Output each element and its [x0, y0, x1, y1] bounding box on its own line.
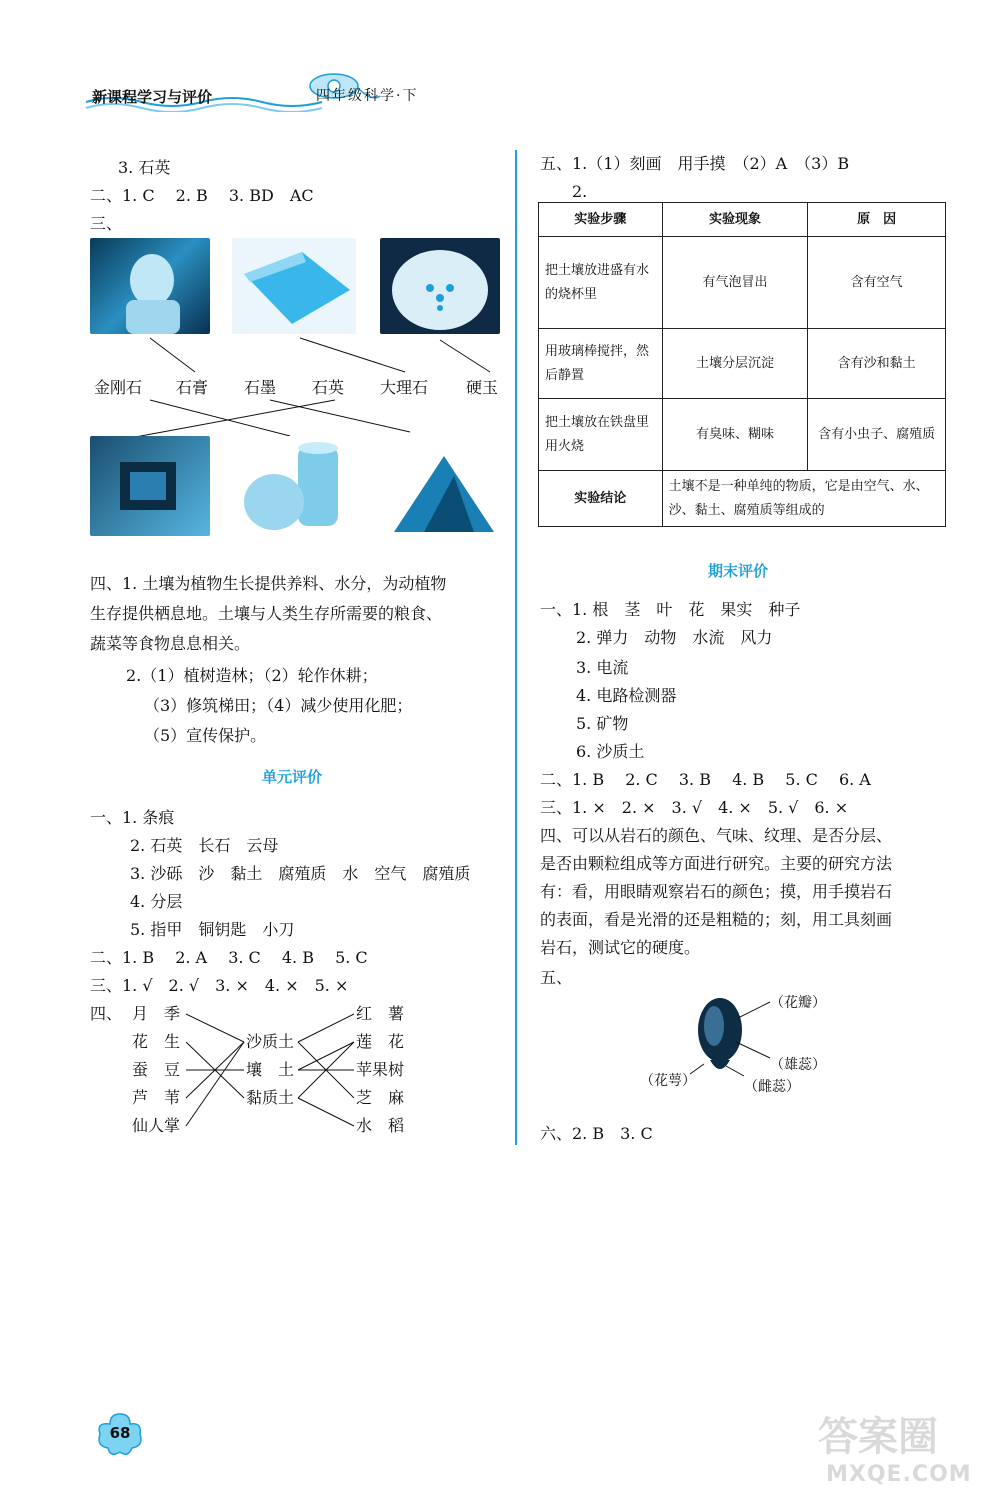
- plant-soil-match-lines: [0, 0, 520, 1150]
- table-cell: 有气泡冒出: [662, 237, 808, 329]
- answer-line: （3）修筑梯田；（4）减少使用化肥；: [144, 696, 413, 715]
- plant-label: 红 薯: [356, 1004, 405, 1023]
- soil-label: 壤 土: [246, 1060, 295, 1079]
- answer-line: 6. 沙质土: [576, 742, 645, 761]
- mineral-label: 石英: [312, 378, 345, 397]
- plant-label: 仙人掌: [132, 1116, 181, 1135]
- soil-label: 沙质土: [246, 1032, 295, 1051]
- page-number: 68: [109, 1424, 131, 1442]
- answer-line: （5）宣传保护。: [144, 726, 267, 745]
- table-cell: 含有小虫子、腐殖质: [808, 399, 946, 471]
- answer-line: 一、1. 根 茎 叶 花 果实 种子: [540, 600, 801, 619]
- answer-line: 生存提供栖息地。土壤与人类生存所需要的粮食、: [90, 604, 443, 623]
- header-grade: 四年级科学·下: [316, 88, 419, 104]
- watermark-en: MXQE.COM: [826, 1462, 972, 1487]
- flower-label-petal: （花瓣）: [770, 995, 826, 1011]
- table-header: 实验现象: [662, 203, 808, 237]
- table-row: [539, 399, 946, 471]
- answer-line: 5. 指甲 铜钥匙 小刀: [130, 920, 295, 939]
- table-cell: 实验结论: [539, 471, 663, 527]
- answer-line: 2. 石英 长石 云母: [130, 836, 279, 855]
- answer-line: 四、可以从岩石的颜色、气味、纹理、是否分层、: [540, 826, 893, 845]
- table-row: [539, 329, 946, 399]
- table-cell: 含有沙和黏土: [808, 329, 946, 399]
- answer-line: 五、: [540, 968, 573, 987]
- plant-label: 莲 花: [356, 1032, 405, 1051]
- table-cell: 把土壤放在铁盘里用火烧: [539, 399, 663, 471]
- section-title-unit: 单元评价: [262, 768, 323, 786]
- answer-line: 岩石，测试它的硬度。: [540, 938, 701, 957]
- answer-line: 4. 电路检测器: [576, 686, 677, 705]
- flower-label-sepal: （花萼）: [640, 1073, 696, 1089]
- flower-label-stamen: （雄蕊）: [770, 1057, 826, 1073]
- mineral-label: 石膏: [176, 378, 209, 397]
- answer-line: 三、1. × 2. × 3. √ 4. × 5. √ 6. ×: [540, 798, 849, 817]
- answer-line: 是否由颗粒组成等方面进行研究。主要的研究方法: [540, 854, 893, 873]
- table-header: 原 因: [808, 203, 946, 237]
- table-header: 实验步骤: [539, 203, 663, 237]
- answer-line: 2. 弹力 动物 水流 风力: [576, 628, 773, 647]
- answer-line: 3. 电流: [576, 658, 629, 677]
- mineral-label: 石墨: [244, 378, 277, 397]
- table-cell: 土壤分层沉淀: [662, 329, 808, 399]
- table-row: [539, 471, 946, 527]
- page-number-badge: [94, 1410, 146, 1458]
- mineral-label: 金刚石: [94, 378, 143, 397]
- mineral-label: 硬玉: [466, 378, 499, 397]
- answer-line: 五、1.（1）刻画 用手摸 （2）A （3）B: [540, 154, 850, 173]
- table-cell: 有臭味、糊味: [662, 399, 808, 471]
- header-title: 新课程学习与评价: [92, 88, 213, 106]
- table-cell: 用玻璃棒搅拌，然后静置: [539, 329, 663, 399]
- plant-label: 花 生: [132, 1032, 181, 1051]
- answer-line: 四、: [90, 1004, 123, 1023]
- answer-line: 六、2. B 3. C: [540, 1124, 653, 1143]
- plant-label: 芝 麻: [356, 1088, 405, 1107]
- flower-label-pistil: （雌蕊）: [744, 1079, 800, 1095]
- mineral-label: 大理石: [380, 378, 429, 397]
- answer-line: 的表面，看是光滑的还是粗糙的；刻，用工具刻画: [540, 910, 893, 929]
- experiment-table: [538, 202, 946, 527]
- answer-line: 三、1. √ 2. √ 3. × 4. × 5. ×: [90, 976, 349, 995]
- answer-line: 二、1. B 2. A 3. C 4. B 5. C: [90, 948, 368, 967]
- answer-line: 4. 分层: [130, 892, 183, 911]
- table-cell: 土壤不是一种单纯的物质，它是由空气、水、沙、黏土、腐殖质等组成的: [662, 471, 945, 527]
- table-cell: 含有空气: [808, 237, 946, 329]
- plant-label: 蚕 豆: [132, 1060, 181, 1079]
- table-row: [539, 237, 946, 329]
- section-title-final: 期末评价: [708, 562, 769, 580]
- answer-line: 三、: [90, 214, 123, 233]
- answer-line: 四、1. 土壤为植物生长提供养料、水分，为动植物: [90, 574, 447, 593]
- plant-label: 苹果树: [356, 1060, 405, 1079]
- answer-line: 3. 石英: [118, 158, 171, 177]
- answer-line: 一、1. 条痕: [90, 808, 175, 827]
- table-cell: 把土壤放进盛有水的烧杯里: [539, 237, 663, 329]
- answer-line: 2.: [572, 182, 588, 201]
- answer-line: 二、1. B 2. C 3. B 4. B 5. C 6. A: [540, 770, 871, 789]
- plant-label: 月 季: [132, 1004, 181, 1023]
- plant-label: 芦 苇: [132, 1088, 181, 1107]
- answer-line: 蔬菜等食物息息相关。: [90, 634, 251, 653]
- answer-line: 2.（1）植树造林；（2）轮作休耕；: [126, 666, 378, 685]
- watermark-cn: 答案圈: [818, 1414, 938, 1460]
- answer-line: 3. 沙砾 沙 黏土 腐殖质 水 空气 腐殖质: [130, 864, 471, 883]
- answer-line: 二、1. C 2. B 3. BD AC: [90, 186, 314, 205]
- answer-line: 有：看，用眼睛观察岩石的颜色；摸，用手摸岩石: [540, 882, 893, 901]
- plant-label: 水 稻: [356, 1116, 405, 1135]
- soil-label: 黏质土: [246, 1088, 295, 1107]
- answer-line: 5. 矿物: [576, 714, 629, 733]
